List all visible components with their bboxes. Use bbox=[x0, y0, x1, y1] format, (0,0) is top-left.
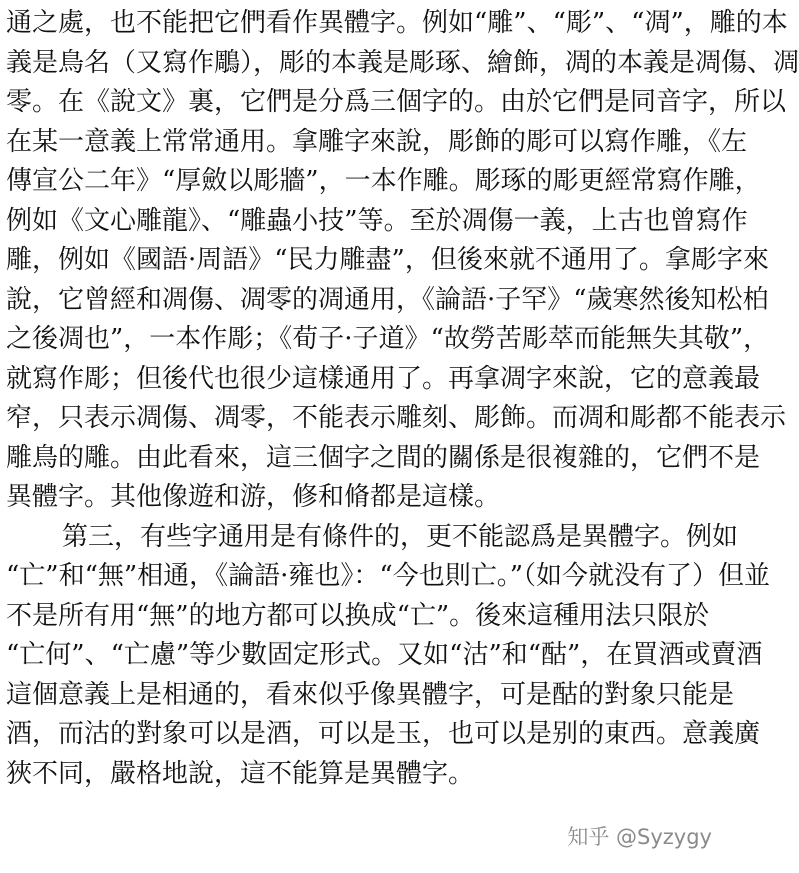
zhihu-watermark: 知乎 @Syzygy bbox=[567, 825, 712, 849]
body-text bbox=[6, 4, 799, 794]
text-line: 窄，只表示凋傷、凋零，不能表示雕刻、彫飾。而凋和彫都不能表示 bbox=[6, 403, 787, 433]
text-line: 義是鳥名（又寫作鵰），彫的本義是彫琢、繪飾，凋的本義是凋傷、凋 bbox=[6, 47, 799, 78]
text-line: 通之處，也不能把它們看作異體字。例如“雕”、“彫”、“凋”，雕的本 bbox=[6, 8, 788, 38]
text-line: 雕鳥的雕。由此看來，這三個字之間的關係是很複雜的，它們不是 bbox=[6, 442, 761, 473]
text-line: 就寫作彫；但後代也很少這樣通用了。再拿凋字來說，它的意義最 bbox=[6, 363, 761, 394]
text-line: 雕，例如《國語·周語》“民力雕盡”，但後來就不通用了。拿彫字來 bbox=[6, 245, 769, 275]
text-line: 酒，而沽的對象可以是酒，可以是玉，也可以是别的東西。意義廣 bbox=[6, 719, 761, 749]
text-line: “亡”和“無”相通，《論語·雍也》：“今也則亡。”（如今就没有了）但並 bbox=[6, 561, 771, 591]
text-line: 零。在《說文》裏，它們是分爲三個字的。由於它們是同音字，所以 bbox=[6, 87, 787, 117]
text-line: 說，它曾經和凋傷、凋零的凋通用，《論語·子罕》“歲寒然後知松柏 bbox=[6, 284, 769, 315]
text-line: 這個意義上是相通的，看來似乎像異體字，可是酤的對象只能是 bbox=[6, 679, 735, 710]
text-line: 狹不同，嚴格地說，這不能算是異體字。 bbox=[6, 758, 475, 789]
text-line: 在某一意義上常常通用。拿雕字來說，彫飾的彫可以寫作雕，《左 bbox=[6, 126, 748, 157]
paragraph-start-line: 第三，有些字通用是有條件的，更不能認爲是異體字。例如 bbox=[62, 521, 739, 552]
text-line: 例如《文心雕龍》、“雕蟲小技”等。至於凋傷一義，上古也曾寫作 bbox=[6, 205, 748, 236]
text-line: 之後凋也”，一本作彫；《荀子·子道》“故勞苦彫萃而能無失其敬”， bbox=[6, 324, 770, 354]
text-line: 不是所有用“無”的地方都可以换成“亡”。後來這種用法只限於 bbox=[6, 600, 710, 631]
text-line: 傳宣公二年》“厚斂以彫牆”，一本作雕。彫琢的彫更經常寫作雕， bbox=[6, 166, 761, 196]
text-line: 異體字。其他像遊和游，修和脩都是這樣。 bbox=[6, 482, 501, 512]
text-line: “亡何”、“亡慮”等少數固定形式。又如“沽”和“酤”，在買酒或賣酒 bbox=[6, 640, 763, 670]
